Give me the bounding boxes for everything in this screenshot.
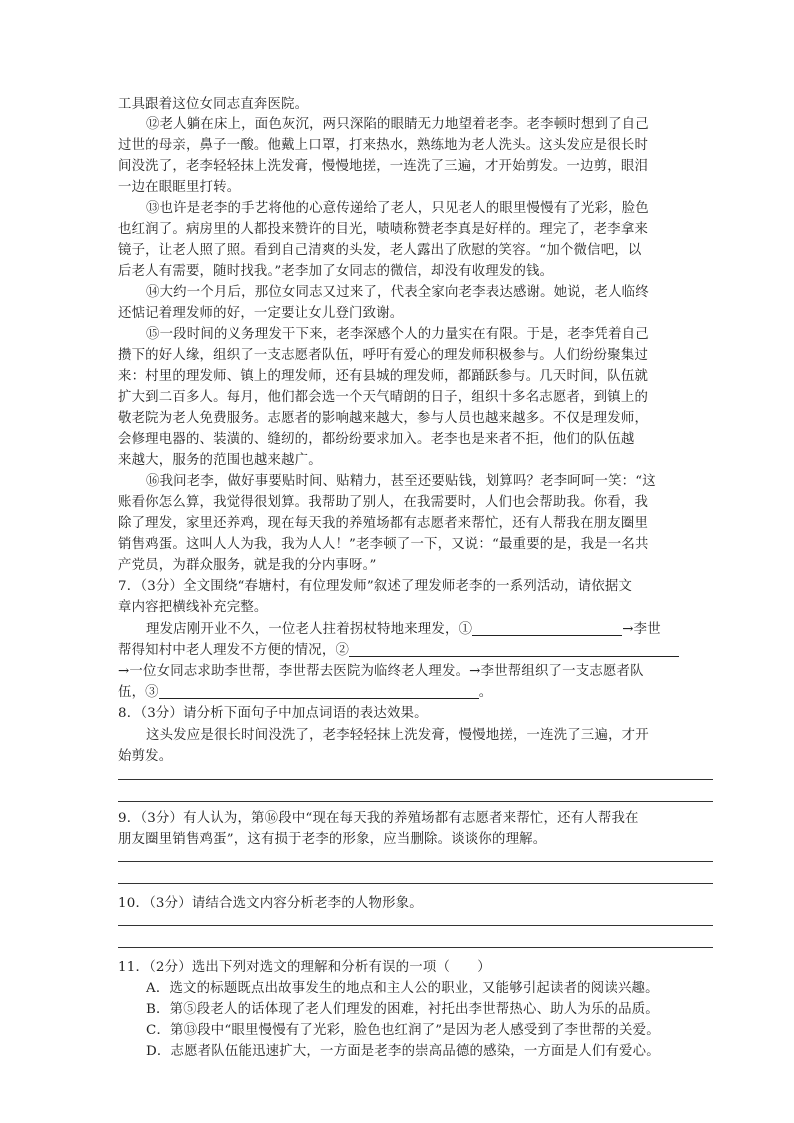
question-7-stem-line-1: 7．（3分）全文围绕“春塘村，有位理发师”叙述了理发师老李的一系列活动，请依据文 (118, 579, 633, 594)
answer-blank-3[interactable] (159, 683, 479, 699)
paragraph-13-line-2: 也红润了。病房里的人都投来赞许的目光，啧啧称赞老李真是好样的。理完了，老李拿来 (118, 222, 649, 237)
question-8-quote-line-1: 这头发应是很长时间没洗了，老李轻轻抹上洗发膏，慢慢地搓，一连洗了三遍，才开 (146, 728, 649, 743)
paragraph-16-line-1: ⑯我问老李，做好事要贴时间、贴精力，甚至还要贴钱，划算吗？老李呵呵一笑：“这 (146, 474, 656, 489)
paragraph-15-line-4: 扩大到二百多人。每月，他们都会选一个天气晴朗的日子，组织十多名志愿者，到镇上的 (118, 390, 649, 405)
question-7-fill-line-a: 理发店刚开业不久，一位老人拄着拐杖特地来理发，① →李世 (146, 622, 661, 637)
paragraph-12-line-1: ⑫老人躺在床上，面色灰沉，两只深陷的眼睛无力地望着老李。老李顿时想到了自己 (146, 117, 649, 132)
answer-line-q10-1[interactable] (118, 925, 713, 926)
answer-blank-1[interactable] (472, 620, 622, 636)
question-11-option-b[interactable]: B．第⑤段老人的话体现了老人们理发的困难，衬托出李世帮热心、助人为乐的品质。 (146, 1002, 659, 1017)
paragraph-13-line-4: 后老人有需要，随时找我。”老李加了女同志的微信，却没有收理发的钱。 (118, 264, 554, 279)
question-7-fill-line-b: 帮得知村中老人理发不方便的情况，② (118, 641, 679, 661)
paragraph-15-line-1: ⑮一段时间的义务理发干下来，老李深感个人的力量实在有限。于是，老李凭着自己 (146, 327, 649, 342)
question-11-option-a[interactable]: A．选文的标题既点出故事发生的地点和主人公的职业，又能够引起读者的阅读兴趣。 (146, 981, 659, 996)
question-7-fill-line-c: →一位女同志求助李世帮，李世帮去医院为临终老人理发。→李世帮组织了一支志愿者队 (118, 664, 644, 679)
paragraph-15-line-6: 会修理电器的、装潢的、缝纫的，都纷纷要求加入。老李也是来者不拒，他们的队伍越 (118, 432, 635, 447)
question-8-quote-line-2: 始剪发。 (118, 749, 173, 764)
paragraph-16-line-5: 产党员，为群众服务，就是我的分内事呀。” (118, 558, 377, 573)
paragraph-12-line-4: 一边在眼眶里打转。 (118, 180, 241, 195)
question-7-fill-line-d: 伍，③ 。 (118, 685, 493, 700)
answer-line-q8-1[interactable] (118, 779, 713, 780)
paragraph-15-line-5: 敬老院为老人免费服务。志愿者的影响越来越大，参与人员也越来越多。不仅是理发师， (118, 411, 649, 426)
paragraph-14-line-1: ⑭大约一个月后，那位女同志又过来了，代表全家向老李表达感谢。她说，老人临终 (146, 285, 649, 300)
answer-blank-2[interactable] (349, 641, 679, 657)
paragraph-14-line-2: 还惦记着理发师的好，一定要让女儿登门致谢。 (118, 306, 404, 321)
question-8-stem: 8．（3分）请分析下面句子中加点词语的表达效果。 (118, 706, 428, 721)
paragraph-13-line-3: 镜子，让老人照了照。看到自己清爽的头发，老人露出了欣慰的笑容。“加个微信吧，以 (118, 243, 642, 258)
answer-line-q9-2[interactable] (118, 883, 713, 884)
paragraph-16-line-4: 销售鸡蛋。这叫人人为我，我为人人！”老李顿了一下，又说：“最重要的是，我是一名共 (118, 537, 649, 552)
question-11-option-d[interactable]: D．志愿者队伍能迅速扩大，一方面是老李的崇高品德的感染，一方面是人们有爱心。 (146, 1044, 660, 1059)
question-11-option-c[interactable]: C．第⑬段中“眼里慢慢有了光彩，脸色也红润了”是因为老人感受到了李世帮的关爱。 (146, 1023, 660, 1038)
question-9-stem-line-1: 9．（3分）有人认为，第⑯段中“现在每天我的养殖场都有志愿者来帮忙，还有人帮我在 (118, 811, 639, 826)
question-10-stem: 10．（3分）请结合选文内容分析老李的人物形象。 (118, 896, 423, 911)
answer-line-q10-2[interactable] (118, 947, 713, 948)
question-9-stem-line-2: 朋友圈里销售鸡蛋”，这有损于老李的形象，应当删除。谈谈你的理解。 (118, 832, 547, 847)
paragraph-15-line-2: 攒下的好人缘，组织了一支志愿者队伍，呼吁有爱心的理发师积极参与。人们纷纷聚集过 (118, 348, 649, 363)
answer-line-q8-2[interactable] (118, 801, 713, 802)
paragraph-15-line-3: 来：村里的理发师、镇上的理发师，还有县城的理发师，都踊跃参与。几天时间，队伍就 (118, 369, 649, 384)
paragraph-16-line-3: 除了理发，家里还养鸡，现在每天我的养殖场都有志愿者来帮忙，还有人帮我在朋友圈里 (118, 516, 649, 531)
paragraph-16-line-2: 账看你怎么算，我觉得很划算。我帮助了别人，在我需要时，人们也会帮助我。你看，我 (118, 495, 649, 510)
paragraph-13-line-1: ⑬也许是老李的手艺将他的心意传递给了老人，只见老人的眼里慢慢有了光彩，脸色 (146, 201, 649, 216)
paragraph-12-line-3: 间没洗了，老李轻轻抹上洗发膏，慢慢地搓，一连洗了三遍，才开始剪发。一边剪，眼泪 (118, 159, 649, 174)
question-11-stem: 11．（2分）选出下列对选文的理解和分析有误的一项（ ） (118, 960, 491, 975)
question-7-stem-line-2: 章内容把横线补充完整。 (118, 600, 268, 615)
paragraph-15-line-7: 来越大，服务的范围也越来越广。 (118, 453, 322, 468)
paragraph-12-line-2: 过世的母亲，鼻子一酸。他戴上口罩，打来热水，熟练地为老人洗头。这头发应是很长时 (118, 138, 649, 153)
answer-line-q9-1[interactable] (118, 861, 713, 862)
passage-intro-line: 工具跟着这位女同志直奔医院。 (118, 97, 309, 112)
